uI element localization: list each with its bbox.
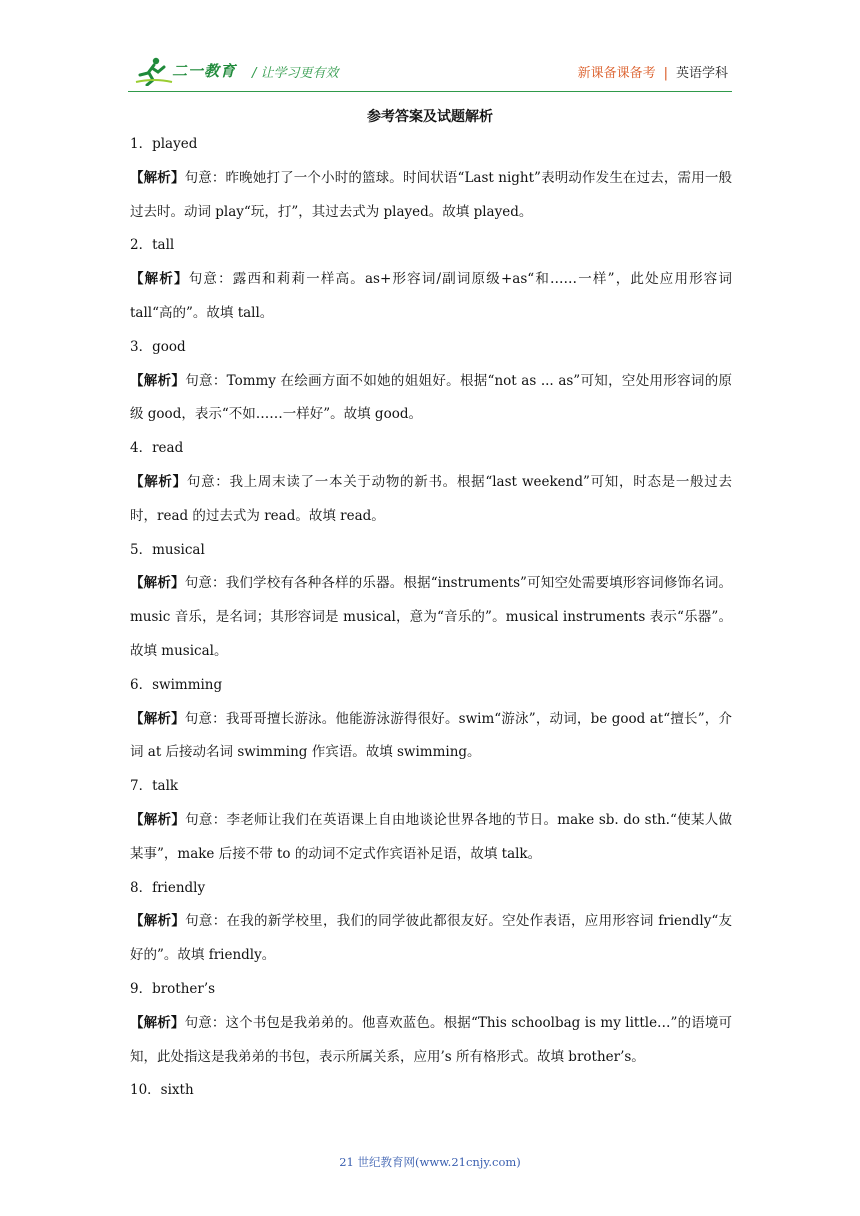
analysis-tag: 【解析】: [130, 811, 186, 828]
answer-6: 6．swimming: [130, 676, 223, 693]
explanation-3: 【解析】句意：Tommy 在绘画方面不如她的姐姐好。根据“not as ... as”可知，空处用形容词的原级 good，表示“不如……一样好”。故填 good。: [130, 372, 733, 423]
answer-9: 9．brother’s: [130, 980, 216, 997]
analysis-tag: 【解析】: [130, 372, 186, 389]
explanation-9: 【解析】句意：这个书包是我弟弟的。他喜欢蓝色。根据“This schoolbag is my little…”的语境可知，此处指这是我弟弟的书包，表示所属关系，应用’s 所有格形式。故填 brother’s。: [130, 1014, 733, 1065]
analysis-tag: 【解析】: [130, 913, 186, 930]
explanation-1: 【解析】句意：昨晚她打了一个小时的篮球。时间状语“Last night”表明动作发生在过去，需用一般过去时。动词 play“玩，打”，其过去式为 played。故填 played。: [130, 169, 733, 220]
answer-4: 4．read: [130, 440, 184, 457]
answer-3: 3．good: [130, 338, 186, 355]
header-right: [578, 62, 728, 81]
explanation-6: 【解析】句意：我哥哥擅长游泳。他能游泳游得很好。swim“游泳”，动词，be good at“擅长”，介词 at 后接动名词 swimming 作宾语。故填 swimming。: [130, 710, 733, 761]
analysis-tag: 【解析】: [130, 271, 189, 288]
analysis-tag: 【解析】: [130, 473, 187, 490]
analysis-tag: 【解析】: [130, 575, 185, 592]
header-divider: [128, 91, 732, 92]
explanation-2: 【解析】句意：露西和莉莉一样高。as+形容词/副词原级+as“和……一样”，此处应用形容词 tall“高的”。故填 tall。: [130, 271, 732, 321]
answer-8: 8．friendly: [130, 879, 206, 896]
analysis-tag: 【解析】: [130, 710, 185, 727]
answer-7: 7．talk: [130, 778, 179, 795]
analysis-tag: 【解析】: [130, 1014, 185, 1031]
analysis-tag: 【解析】: [130, 169, 185, 186]
header-subject: 英语学科: [675, 66, 728, 81]
explanation-4: 【解析】句意：我上周末读了一本关于动物的新书。根据“last weekend”可知，时态是一般过去时，read 的过去式为 read。故填 read。: [130, 473, 733, 524]
answer-10: 10．sixth: [130, 1082, 194, 1099]
page-footer[interactable]: 21 世纪教育网(www.21cnjy.com): [339, 1155, 521, 1169]
answer-5: 5．musical: [130, 541, 205, 558]
logo-text: 二一教育: [172, 62, 237, 80]
header-subtitle: 新课备课备考: [577, 66, 656, 81]
answer-2: 2．tall: [130, 237, 175, 254]
explanation-7: 【解析】句意：李老师让我们在英语课上自由地谈论世界各地的节日。make sb. do sth.“使某人做某事”，make 后接不带 to 的动词不定式作宾语补足语，故填 talk。: [130, 811, 733, 862]
header-separator: |: [663, 66, 668, 81]
header-slogan: / 让学习更有效: [252, 66, 339, 81]
answer-1: 1．played: [130, 136, 198, 152]
page-title: 参考答案及试题解析: [367, 109, 493, 125]
explanation-5: 【解析】句意：我们学校有各种各样的乐器。根据“instruments”可知空处需要填形容词修饰名词。music 音乐，是名词；其形容词是 musical，意为“音乐的”。musical instruments 表示“乐器”。故填 musical。: [130, 575, 732, 659]
answer-list: [130, 128, 732, 1108]
explanation-8: 【解析】句意：在我的新学校里，我们的同学彼此都很友好。空处作表语，应用形容词 friendly“友好的”。故填 friendly。: [130, 913, 733, 964]
page-header: [128, 52, 732, 92]
